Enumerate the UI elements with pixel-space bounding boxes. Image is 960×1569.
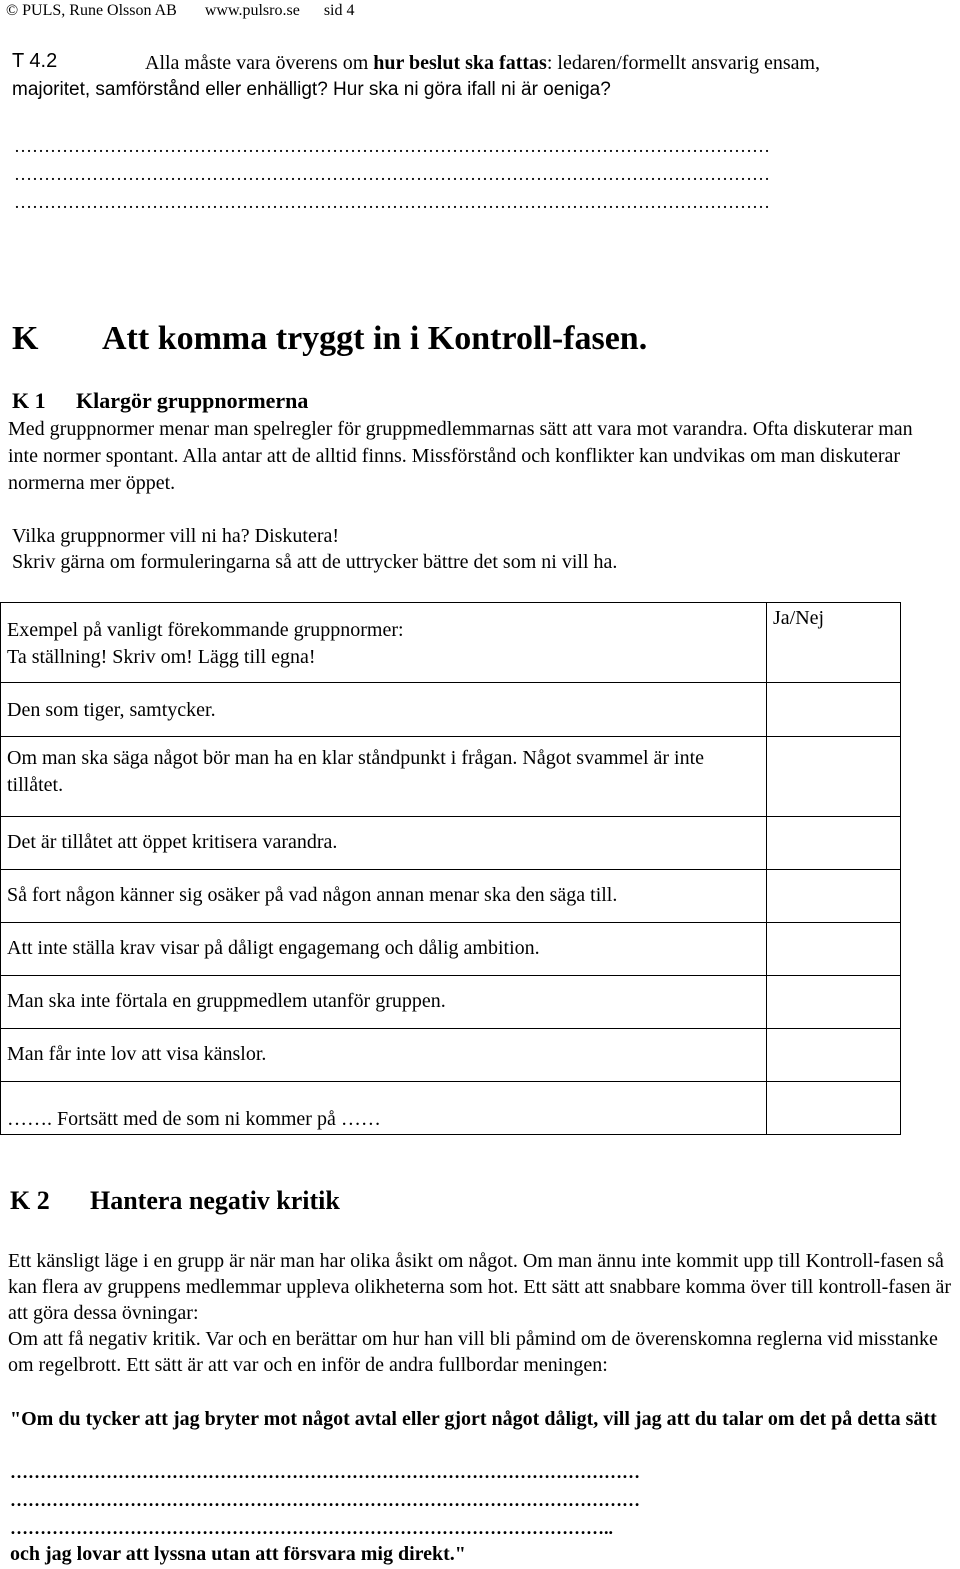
k1-paragraph-1: Med gruppnormer menar man spelregler för gruppmedlemmarnas sätt att vara mot varandra. Ofta diskuterar man inte normer spontant. Alla antar att de alltid finns. Missförstånd och konflikter kan undvikas om man diskuterar normerna mer öppet. — [8, 418, 913, 494]
table-header-cell — [1, 603, 767, 683]
table-row — [1, 817, 901, 870]
answer-dots-3: ……………………………………………………………………………………………………………… — [14, 192, 770, 212]
table-row — [1, 870, 901, 923]
k2-paragraph-2: Om att få negativ kritik. Var och en berättar om hur han vill bli påmind om de överenskomna reglerna vid misstanke om regelbrott. Ett sätt är att var och en inför de andra fullbordar meningen: — [8, 1328, 938, 1376]
t42-number: T 4.2 — [12, 50, 58, 72]
quote-dots-3: ……………………………………………………………………………………….. — [10, 1518, 613, 1538]
section-k-title: Att komma tryggt in i Kontroll-fasen. — [102, 320, 648, 357]
k2-paragraph-1: Ett känsligt läge i en grupp är när man har olika åsikt om något. Om man ännu inte kommit upp till Kontroll-fasen så kan flera av gruppens medlemmar uppleva olikheterna som hot. Ett sätt att snabbare komma över till kontroll-fasen är att göra dessa övningar: — [8, 1250, 952, 1324]
k1-number: K 1 — [12, 388, 46, 413]
norm-text: Så fort någon känner sig osäker på vad någon annan menar ska den säga till. — [1, 870, 767, 923]
answer-cell[interactable] — [767, 683, 901, 737]
norm-text: Man får inte lov att visa känslor. — [1, 1029, 767, 1082]
page-number: sid 4 — [323, 2, 355, 19]
copyright-text: © PULS, Rune Olsson AB — [6, 2, 177, 19]
quote-dots-1: …………………………………………………………………………………………… — [10, 1462, 640, 1482]
k1-instruction: Skriv gärna om formuleringarna så att de uttrycker bättre det som ni vill ha. — [12, 551, 618, 573]
table-row — [1, 737, 901, 817]
answer-cell[interactable] — [767, 1082, 901, 1135]
norm-text: Det är tillåtet att öppet kritisera varandra. — [1, 817, 767, 870]
t42-line1 — [145, 50, 820, 76]
k2-closing: och jag lovar att lyssna utan att försvara mig direkt." — [10, 1543, 466, 1565]
k1-title: Klargör gruppnormerna — [76, 388, 309, 413]
answer-cell[interactable] — [767, 817, 901, 870]
answer-cell[interactable] — [767, 737, 901, 817]
t42-line1-post: : ledaren/formellt ansvarig ensam, — [546, 52, 821, 74]
table-row — [1, 923, 901, 976]
answer-dots-2: ……………………………………………………………………………………………………………… — [14, 164, 770, 184]
answer-dots-1: ……………………………………………………………………………………………………………… — [14, 136, 770, 156]
answer-cell[interactable] — [767, 923, 901, 976]
page-header — [6, 2, 354, 20]
table-header-line-2: Ta ställning! Skriv om! Lägg till egna! — [7, 646, 316, 668]
table-row — [1, 683, 901, 737]
t42-line2: majoritet, samförstånd eller enhälligt? Hur ska ni göra ifall ni är oeniga? — [12, 79, 611, 100]
k2-number: K 2 — [10, 1186, 50, 1215]
answer-cell[interactable] — [767, 1029, 901, 1082]
answer-header-cell — [767, 603, 901, 683]
k2-title: Hantera negativ kritik — [90, 1186, 340, 1215]
t42-line1-bold: hur beslut ska fattas — [373, 52, 547, 74]
table-row — [1, 976, 901, 1029]
norm-text: Om man ska säga något bör man ha en klar ståndpunkt i frågan. Något svammel är inte tillåtet. — [1, 737, 767, 817]
section-k-letter: K — [12, 320, 39, 357]
answer-cell[interactable] — [767, 976, 901, 1029]
website-link[interactable]: www.pulsro.se — [204, 2, 300, 19]
answer-cell[interactable] — [767, 870, 901, 923]
table-header-line-1: Exempel på vanligt förekommande gruppnormer: — [7, 619, 404, 641]
norm-text: Att inte ställa krav visar på dåligt engagemang och dålig ambition. — [1, 923, 767, 976]
k2-quote: "Om du tycker att jag bryter mot något avtal eller gjort något dåligt, vill jag att du talar om det på detta sätt — [10, 1408, 937, 1430]
norm-text: ……. Fortsätt med de som ni kommer på …… — [1, 1082, 767, 1135]
quote-dots-2: …………………………………………………………………………………………… — [10, 1490, 640, 1510]
norms-table — [0, 602, 901, 1135]
norm-text: Man ska inte förtala en gruppmedlem utanför gruppen. — [1, 976, 767, 1029]
norm-text: Den som tiger, samtycker. — [1, 683, 767, 737]
t42-label — [12, 48, 57, 74]
answer-header: Ja/Nej — [773, 607, 825, 629]
t42-line1-pre: Alla måste vara överens om — [145, 52, 374, 74]
table-row — [1, 1029, 901, 1082]
k1-question: Vilka gruppnormer vill ni ha? Diskutera! — [12, 525, 340, 547]
table-row — [1, 1082, 901, 1135]
table-header-row — [1, 603, 901, 683]
